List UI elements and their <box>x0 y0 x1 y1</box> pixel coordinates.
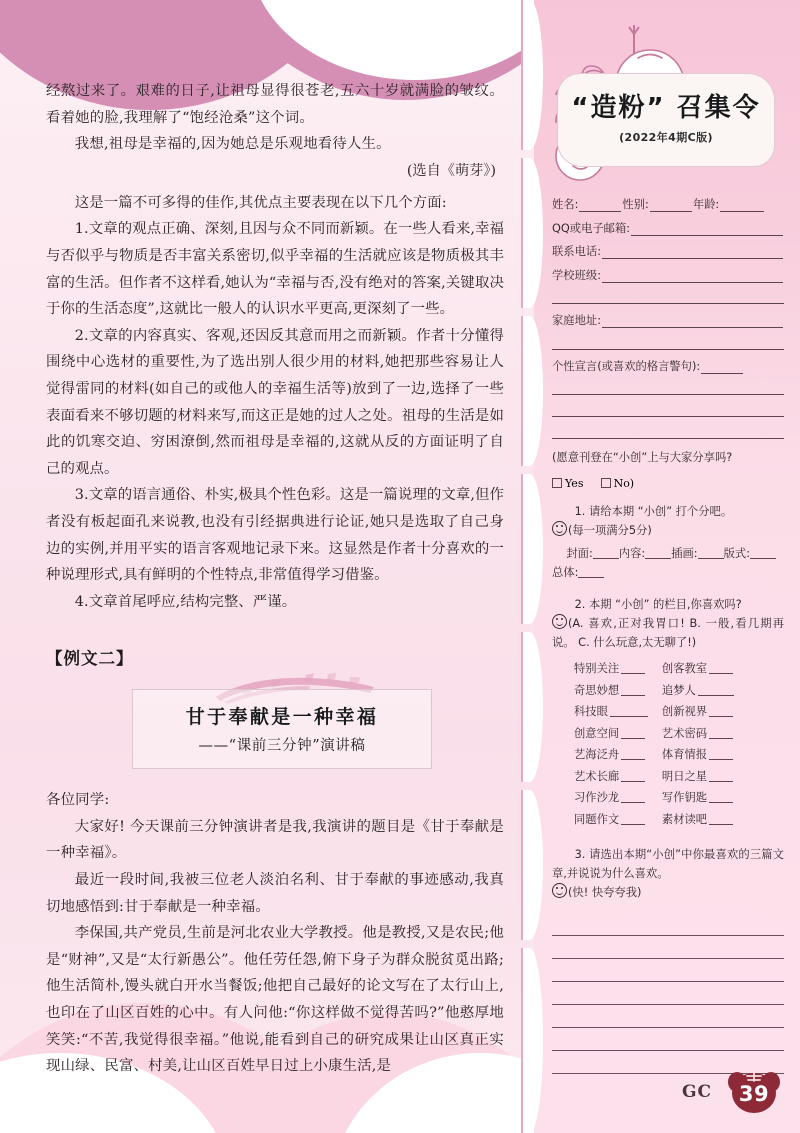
commentary-intro: 这是一篇不可多得的佳作,其优点主要表现在以下几个方面: <box>74 194 447 211</box>
column-input[interactable] <box>621 662 645 674</box>
answer-line[interactable] <box>552 936 784 959</box>
question-2-options-row <box>552 614 784 652</box>
column-input[interactable] <box>698 684 734 696</box>
score-input-illustration[interactable] <box>698 547 724 559</box>
phone-input[interactable] <box>602 246 783 259</box>
corner-mark: GC <box>681 1082 712 1102</box>
question-3-note-row <box>552 883 784 903</box>
list-item <box>662 811 734 827</box>
address-row <box>552 312 784 328</box>
no-checkbox[interactable] <box>601 478 611 488</box>
answer-lines <box>552 913 784 1074</box>
question-1-note: (每一项满分5分) <box>568 524 652 537</box>
score-input-layout[interactable] <box>750 547 776 559</box>
sample-essay-label: 【例文二】 <box>46 649 134 669</box>
list-item <box>574 725 648 741</box>
list-item <box>574 811 648 827</box>
motto-input-line-3[interactable] <box>552 403 784 417</box>
column-list-right <box>662 660 734 832</box>
school-class-label: 学校班级: <box>552 268 601 282</box>
age-label: 年龄: <box>692 198 720 211</box>
question-2 <box>552 596 784 615</box>
column-input[interactable] <box>709 705 733 717</box>
answer-line[interactable] <box>552 982 784 1005</box>
list-item <box>574 682 648 698</box>
gender-input[interactable] <box>650 199 692 212</box>
share-question: (愿意刊登在“小创”上与大家分享吗? <box>552 451 733 464</box>
list-item <box>662 768 734 784</box>
column-input[interactable] <box>621 727 645 739</box>
answer-line[interactable] <box>552 1005 784 1028</box>
sample-subtitle: ——“课前三分钟”演讲稿 <box>198 738 366 755</box>
column-input[interactable] <box>709 727 733 739</box>
list-item <box>662 682 734 698</box>
list-item <box>662 660 734 676</box>
address-input-line-2[interactable] <box>552 336 784 350</box>
smiley-face-icon-2 <box>552 614 567 629</box>
column-input[interactable] <box>709 748 733 760</box>
smiley-face-icon-3 <box>552 883 567 898</box>
excerpt-paragraph-2: 我想,祖母是幸福的,因为她总是乐观地看待人生。 <box>74 136 391 153</box>
column-label: 特别关注 <box>574 662 620 675</box>
question-2-options: (A. 喜欢,正对我胃口! B. 一般,看几期再说。 C. 什么玩意,太无聊了!) <box>552 617 784 649</box>
list-item <box>662 703 734 719</box>
name-input[interactable] <box>579 199 621 212</box>
motto-input-line-2[interactable] <box>552 381 784 395</box>
motto-label: 个性宣言(或喜欢的格言警句): <box>552 359 701 373</box>
column-label: 创客教室 <box>661 662 708 675</box>
page-spine <box>521 0 543 1133</box>
list-item <box>574 746 648 762</box>
column-input[interactable] <box>709 791 733 803</box>
name-gender-age-row <box>552 196 784 212</box>
qq-email-row <box>552 220 784 236</box>
column-label: 创新视界 <box>661 705 708 718</box>
address-label: 家庭地址: <box>552 314 601 327</box>
column-rating-list <box>574 660 784 832</box>
banner-issue: (2022年4期C版) <box>619 131 713 144</box>
feedback-form <box>534 196 800 1074</box>
sample-salutation: 各位同学: <box>46 792 110 809</box>
column-label: 同题作文 <box>574 812 620 826</box>
commentary-point-3: 3.文章的语言通俗、朴实,极具个性色彩。这是一篇说理的文章,但作者没有板起面孔来说教,也没有引经据典进行论证,她只是选取了自己身边的实例,并用平实的语言客观地记录下来。这显然是作者十分喜欢的一种说理形式,具有鲜明的个性特点,非常值得学习借鉴。 <box>46 487 504 584</box>
name-label: 姓名: <box>552 198 579 211</box>
score-input-content[interactable] <box>645 547 671 559</box>
list-item <box>662 725 734 741</box>
page-number-badge <box>726 1069 782 1115</box>
list-item <box>574 703 648 719</box>
phone-label: 联系电话: <box>552 245 601 258</box>
answer-line[interactable] <box>552 1028 784 1051</box>
smiley-face-icon <box>552 521 567 536</box>
sample-paragraph-3: 李保国,共产党员,生前是河北农业大学教授。他是教授,又是农民;他是“财神”,又是“太行新愚公”。他任劳任怨,俯下身子为群众脱贫觅出路;他生活简朴,馒头就白开水当餐饭;他把自己最好的论文写在了太行山上,也印在了山区百姓的心中。有人问他:“你这样做不觉得苦吗?”他憨厚地笑笑:“不苦,我觉得很幸福。”他说,能看到自己的研究成果让山区真正实现山绿、民富、村美,让山区百姓早日过上小康生活,是 <box>46 925 504 1075</box>
phone-row <box>552 243 784 259</box>
column-label: 艺术长廊 <box>574 769 620 783</box>
commentary-section <box>46 190 504 616</box>
sample-title: 甘于奉献是一种幸福 <box>185 706 379 729</box>
score-label-illustration: 插画: <box>671 546 698 560</box>
column-label: 追梦人 <box>661 683 696 697</box>
score-label-content: 内容: <box>618 546 646 560</box>
score-label-layout: 版式: <box>723 546 750 560</box>
answer-line[interactable] <box>552 959 784 982</box>
score-label-cover: 封面: <box>566 546 593 560</box>
reader-feedback-form-panel <box>534 0 800 1133</box>
sample-title-block <box>132 689 432 769</box>
question-3-note: (快! 快夸夸我) <box>568 886 642 899</box>
sample-paragraph-2: 最近一段时间,我被三位老人淡泊名利、甘于奉献的事迹感动,我真切地感悟到:甘于奉献是一种幸福。 <box>46 872 504 915</box>
question-1-note-row <box>552 521 784 541</box>
column-input[interactable] <box>621 748 645 760</box>
commentary-point-1: 1.文章的观点正确、深刻,且因与众不同而新颖。在一些人看来,幸福与否似乎与物质是否丰富关系密切,似乎幸福的生活就应该是物质极其丰富的生活。但作者不这样看,她认为“幸福与否,没有绝对的答案,关键取决于你的生活态度”,这就比一般人的认识水平更高,更深刻了一些。 <box>46 221 504 318</box>
answer-line[interactable] <box>552 913 784 936</box>
page-footer <box>682 1069 782 1115</box>
share-choice-group <box>552 472 784 491</box>
yes-label: Yes <box>565 476 584 490</box>
sample-paragraph-1: 大家好! 今天课前三分钟演讲者是我,我演讲的题目是《甘于奉献是一种幸福》。 <box>46 818 504 862</box>
no-label: No) <box>613 476 635 490</box>
banner-title: “造粉” 召集令 <box>571 93 761 123</box>
list-item <box>574 660 648 676</box>
column-label: 体育情报 <box>661 748 708 761</box>
list-item <box>574 768 648 784</box>
sample-title-card <box>132 689 432 769</box>
motto-input-line-4[interactable] <box>552 425 784 439</box>
excerpt-paragraph-1: 经熬过来了。艰难的日子,让祖母显得很苍老,五六十岁就满脸的皱纹。看着她的脸,我理解了“饱经沧桑”这个词。 <box>46 83 504 126</box>
question-1-score-fields <box>552 544 784 582</box>
list-item <box>662 789 734 805</box>
column-input[interactable] <box>621 791 645 803</box>
column-label: 素材读吧 <box>661 812 708 826</box>
motto-input[interactable] <box>701 361 743 374</box>
column-input[interactable] <box>621 813 645 825</box>
column-label: 习作沙龙 <box>574 791 620 804</box>
column-label: 艺海泛舟 <box>574 748 620 761</box>
column-label: 艺术密码 <box>661 726 708 740</box>
question-1-text: 1. 请给本期 “小创” 打个分吧。 <box>574 504 733 518</box>
commentary-point-2: 2.文章的内容真实、客观,还因反其意而用之而新颖。作者十分懂得围绕中心选材的重要性,为了选出别人很少用的材料,她把那些容易让人觉得雷同的材料(如自己的或他人的幸福生活等)放到了一边,选择了一些表面看来不够切题的材料来写,而这正是她的过人之处。祖母的生活是如此的饥寒交迫、穷困潦倒,然而祖母是幸福的,这就从反的方面证明了自己的观点。 <box>46 327 504 477</box>
column-label: 明日之星 <box>661 769 708 783</box>
address-input[interactable] <box>602 315 783 328</box>
page-number: 39 <box>738 1082 770 1106</box>
question-1 <box>552 503 784 522</box>
column-input[interactable] <box>709 770 733 782</box>
excerpt-source: (选自《萌芽》) <box>406 162 496 179</box>
score-input-overall[interactable] <box>578 566 604 578</box>
column-input[interactable] <box>610 705 648 717</box>
list-item <box>574 789 648 805</box>
sidebar-banner <box>558 74 774 166</box>
school-class-input[interactable] <box>602 270 783 283</box>
column-label: 科技眼 <box>574 705 608 718</box>
column-input[interactable] <box>621 684 645 696</box>
score-label-overall: 总体: <box>552 565 579 579</box>
gender-label: 性别: <box>622 198 649 211</box>
column-input[interactable] <box>709 813 733 825</box>
commentary-point-4: 4.文章首尾呼应,结构完整、严谨。 <box>74 593 297 610</box>
column-input[interactable] <box>709 662 733 674</box>
column-list-left <box>574 660 648 832</box>
column-label: 奇思妙想 <box>574 683 620 697</box>
column-label: 创意空间 <box>574 726 620 740</box>
article-body <box>0 78 534 1080</box>
column-label: 写作钥匙 <box>661 791 708 804</box>
yes-checkbox[interactable] <box>552 478 562 488</box>
school-class-row <box>552 267 784 283</box>
age-input[interactable] <box>720 199 764 212</box>
question-3-text: 3. 请选出本期“小创”中你最喜欢的三篇文章,并说说为什么喜欢。 <box>552 848 784 880</box>
score-input-cover[interactable] <box>593 547 619 559</box>
column-input[interactable] <box>621 770 645 782</box>
list-item <box>662 746 734 762</box>
motto-row <box>552 358 784 374</box>
question-2-text: 2. 本期 “小创” 的栏目,你喜欢吗? <box>574 597 742 611</box>
qq-email-label: QQ或电子邮箱: <box>552 221 631 235</box>
question-3 <box>552 846 784 883</box>
school-class-input-line-2[interactable] <box>552 290 784 304</box>
qq-email-input[interactable] <box>631 223 783 236</box>
